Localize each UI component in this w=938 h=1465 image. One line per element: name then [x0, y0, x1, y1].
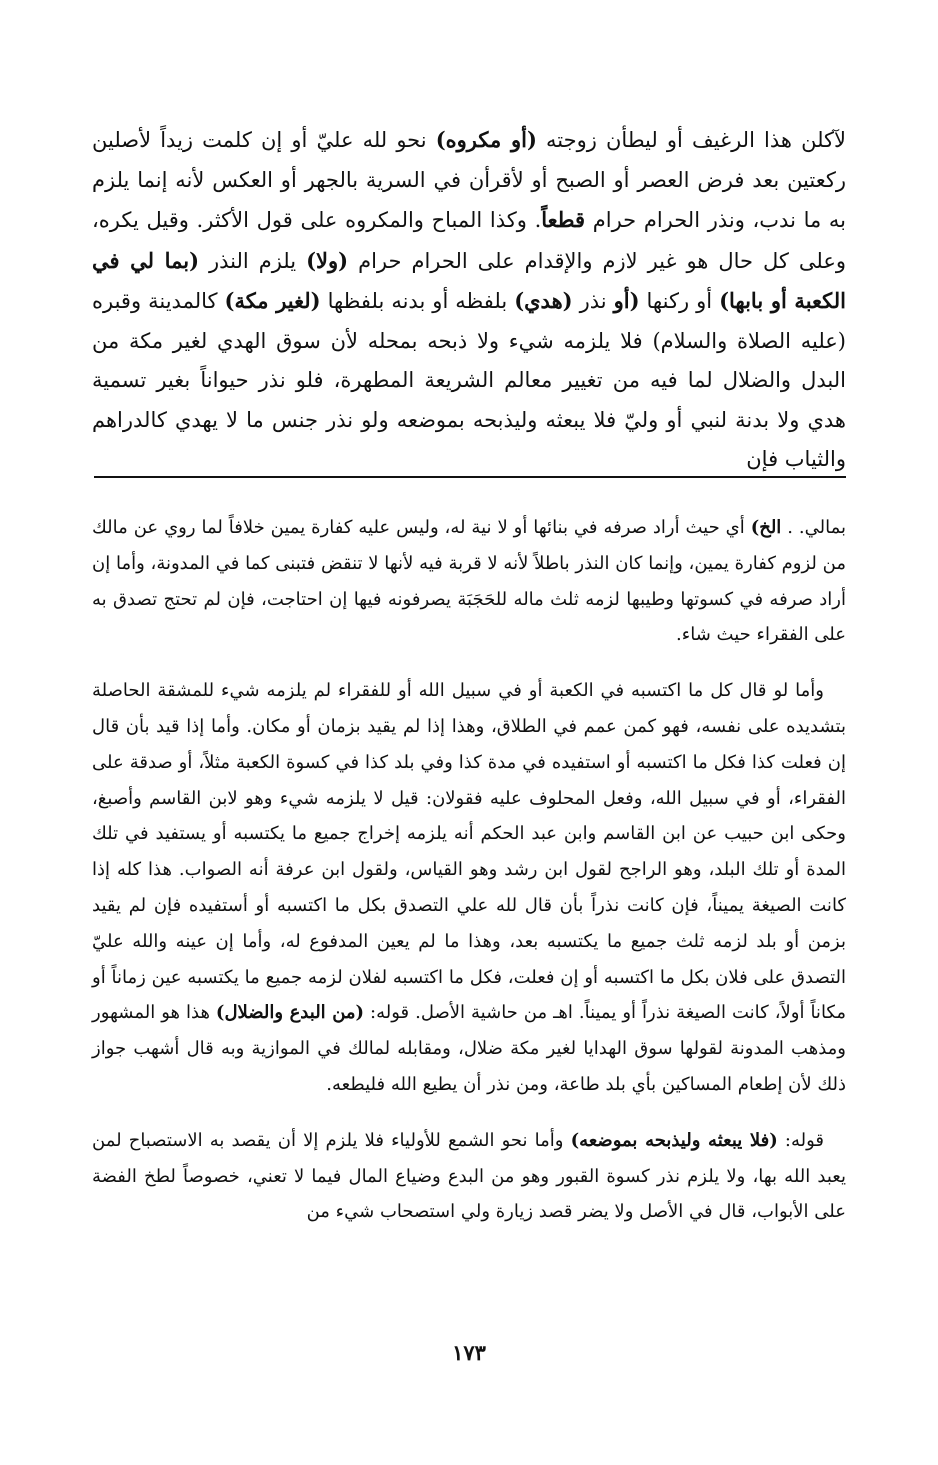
bold-quoted-text: (أو — [613, 288, 640, 313]
footnote-separator-rule — [94, 476, 846, 478]
text-run: وأما نحو الشمع للأولياء فلا يلزم إلا أن يقصد به الاستصباح لمن يعبد الله بها، ولا يلزم نذر كسوة القبور وهو من البدع وضياع المال فيما لا تعني، خصوصاً لطخ الفضة على الأبواب، قال في الأصل ولا يضر قصد زيارة ولي استصحاب شيء من — [92, 1129, 846, 1223]
bold-quoted-text: (هدي) — [514, 288, 573, 313]
page-number: ١٧٣ — [452, 1340, 486, 1365]
bold-quoted-text: الخ) — [750, 517, 782, 538]
text-run: بمالي. . — [781, 517, 847, 538]
bold-quoted-text: (أو مكروه) — [435, 127, 537, 152]
footnote-paragraph — [92, 673, 846, 1103]
text-run: نحو لله عليّ أو إن كلمت زيداً لأصلين ركعتين بعد فرض العصر أو الصبح أو لأقرأن في السرية بالجهر أو العكس لأنه إنما يلزم به ما ندب، ونذر الحرام حرام — [92, 128, 847, 232]
text-run: لآكلن هذا الرغيف أو ليطأن زوجته — [536, 128, 846, 152]
text-run: يلزم النذر — [199, 248, 307, 273]
text-run: أو ركنها — [639, 289, 720, 313]
main-paragraph — [92, 120, 846, 480]
text-run: . وكذا المباح والمكروه على قول الأكثر. وقيل يكره، وعلى كل حال هو غير لازم والإقدام على الحرام حرام — [92, 208, 846, 273]
footnote-paragraph — [92, 1123, 846, 1230]
bold-quoted-text: (ولا) — [306, 247, 349, 273]
bold-quoted-text: (لغير مكة) — [224, 288, 321, 313]
text-run: كالمدينة وقبره (عليه الصلاة والسلام) فلا يلزمه شيء ولا ذبحه بمحله لأن سوق الهدي لغير مكة من البدل والضلال لما فيه من تغيير معالم الشريعة المطهرة، فلو نذر حيواناً بغير تسمية هدي ولا بدنة لنبي أو وليّ فلا يبعثه وليذبحه بموضعه ولو نذر جنس ما لا يهدي كالدراهم والثياب فإن — [92, 289, 846, 471]
bold-quoted-text: قطعاً — [541, 207, 586, 232]
bold-quoted-text: (فلا يبعثه وليذبحه بموضعه) — [570, 1129, 778, 1151]
text-run: أي حيث أراد صرفه في بنائها أو لا نية له، وليس عليه كفارة يمين خلافاً لما روي عن مالك من لزوم كفارة يمين، وإنما كان النذر باطلاً لأنه لا قربة فيه لأنها لا تنقض فتبنى كما في المدونة، وأما إن أراد صرفه في كسوتها وطيبها لزمه ثلث ماله للحَجَبَة يصرفونه فيها إن احتاجت، فإن لم تحتج تصدق به على الفقراء حيث شاء. — [92, 517, 846, 646]
text-run: هذا هو المشهور ومذهب المدونة لقولها سوق الهدايا لغير مكة ضلال، ومقابله لمالك في الموازية وبه قال أشهب جواز ذلك لأن إطعام المساكين بأي بلد طاعة، ومن نذر أن يطيع الله فليطعه. — [92, 1002, 846, 1095]
footnote-paragraph — [92, 510, 846, 653]
main-text-block — [92, 120, 846, 480]
text-run: وأما لو قال كل ما اكتسبه في الكعبة أو في سبيل الله أو للفقراء لم يلزمه شيء للمشقة الحاصلة بتشديده على نفسه، فهو كمن عمم في الطلاق، وهذا إذا لم يقيد بزمان أو مكان. وأما إذا قيد بأن قال إن فعلت كذا فكل ما اكتسبه أو استفيده في مدة كذا وفي بلد كذا في كسوة الكعبة مثلاً، أو صدقة على الفقراء، أو في سبيل الله، وفعل المحلوف عليه فقولان: قيل لا يلزمه شيء وهو لابن القاسم وأصبغ، وحكى ابن حبيب عن ابن القاسم وابن عبد الحكم أنه يلزمه إخراج جميع ما يكتسبه أو يستفيد في تلك المدة أو تلك البلد، وهو الراجح لقول ابن رشد وهو القياس، ولقول ابن عرفة أنه الصواب. هذا كله إذا كانت الصيغة يميناً، فإن كانت نذراً بأن قال لله علي التصدق بكل ما اكتسبه أو أستفيده فإن لم يقيد بزمن أو بلد لزمه ثلث جميع ما يكتسبه بعد، وهذا ما لم يعين المدفوع له، وأما إن عينه والله عليّ التصدق على فلان بكل ما اكتسبه أو إن فعلت، فكل ما اكتسبه لفلان لزمه جميع ما يكتسبه عين زماناً أو مكاناً أولاً، كانت الصيغة نذراً أو يميناً. اهـ من حاشية الأصل. قوله: — [92, 680, 847, 1024]
bold-quoted-text: (من البدع والضلال) — [215, 1002, 365, 1024]
text-run: نذر — [572, 289, 614, 313]
text-run: بلفظه أو بدنه بلفظها — [320, 289, 515, 313]
text-run: قوله: — [777, 1129, 824, 1151]
footnotes-block — [92, 510, 846, 1230]
bold-quoted-text: (بما لي في الكعبة أو بابها) — [92, 247, 846, 313]
